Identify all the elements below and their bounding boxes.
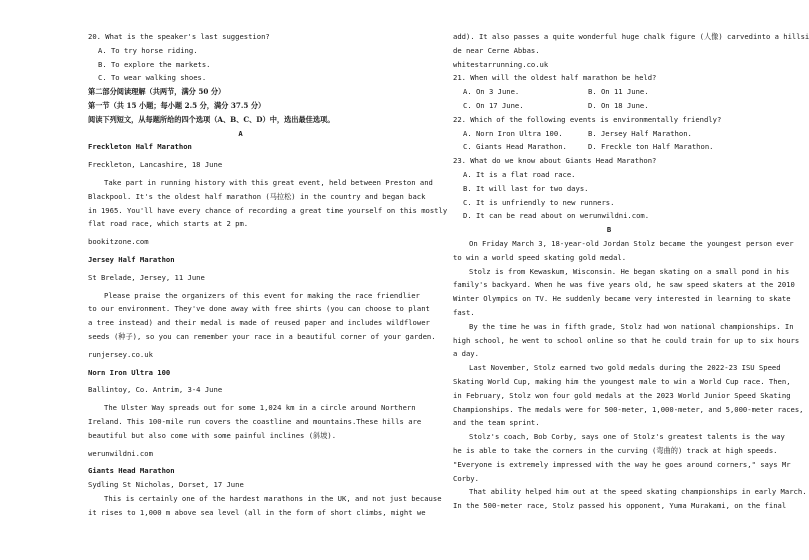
freckleton-website: bookitzone.com xyxy=(88,237,149,247)
question-23-option-d: D. It can be read about on werunwildni.com. xyxy=(463,211,650,221)
instruction: 阅读下列短文，从每题所给的四个选项（A、B、C、D）中，选出最佳选项。 xyxy=(88,114,335,124)
text-line: On Friday March 3, 18-year-old Jordan Stolz became the youngest person ever xyxy=(469,238,794,248)
text-line: By the time he was in fifth grade, Stolz had won national championships. In xyxy=(469,321,794,331)
text-line: beautiful but also come with some painful inclines (斜坡). xyxy=(88,430,337,440)
passage-b-paragraph-3 xyxy=(453,320,800,361)
text-line: The Ulster Way spreads out for some 1,024 km in a circle around Northern xyxy=(104,403,416,413)
question-21-option-d: D. On 18 June. xyxy=(588,100,649,110)
freckleton-title: Freckleton Half Marathon xyxy=(88,142,192,152)
question-20-option-c: C. To wear walking shoes. xyxy=(98,73,207,83)
subsection-heading: 第一节（共 15 小题；每小题 2.5 分，满分 37.5 分） xyxy=(88,100,266,110)
giants-place: Sydling St Nicholas, Dorset, 17 June xyxy=(88,480,244,490)
left-column xyxy=(88,30,448,520)
freckleton-place: Freckleton, Lancashire, 18 June xyxy=(88,160,223,170)
question-22-option-b: B. Jersey Half Marathon. xyxy=(588,128,692,138)
question-21-stem: 21. When will the oldest half marathon be held? xyxy=(453,73,657,83)
text-line: and the team sprint. xyxy=(453,418,540,428)
question-22-option-d: D. Freckle ton Half Marathon. xyxy=(588,142,714,152)
text-line: de near Cerne Abbas. xyxy=(453,45,540,55)
text-line: he is able to take the corners in the curving (弯曲的) track at high speeds. xyxy=(453,445,778,455)
text-line: in 1965. You'll have every chance of recording a great time yourself on this mostly xyxy=(88,205,448,215)
passage-a-label: A xyxy=(238,128,243,138)
text-line: Take part in running history with this great event, held between Preston and xyxy=(104,177,433,187)
text-line: Blackpool. It's the oldest half marathon (马拉松) in the country and began back xyxy=(88,191,426,201)
question-21-option-c: C. On 17 June. xyxy=(463,100,524,110)
text-line: Skating World Cup, making him the youngest male to win a World Cup race. Then, xyxy=(453,376,791,386)
question-21-options-row-2 xyxy=(453,99,765,113)
text-line: Ireland. This 100-mile run covers the coastline and mountains.These hills are xyxy=(88,416,422,426)
text-line: This is certainly one of the hardest marathons in the UK, and not just because xyxy=(104,493,442,503)
text-line: That ability helped him out at the speed skating championships in early March. xyxy=(469,487,807,497)
question-22-option-c: C. Giants Head Marathon. xyxy=(463,142,567,152)
question-20-stem: 20. What is the speaker's last suggestion? xyxy=(88,32,270,41)
passage-b-paragraph-5 xyxy=(453,430,791,485)
text-line: Stolz's coach, Bob Corby, says one of Stolz's greatest talents is the way xyxy=(469,432,785,442)
question-23-stem: 23. What do we know about Giants Head Marathon? xyxy=(453,156,657,166)
passage-b-paragraph-6 xyxy=(453,485,807,513)
question-23-option-c: C. It is unfriendly to new runners. xyxy=(463,197,615,207)
text-line: Championships. The medals were for 500-meter, 1,000-meter, and 5,000-meter races, xyxy=(453,404,804,414)
text-line: it rises to 1,000 m above sea level (all in the form of short climbs, might we xyxy=(88,507,426,517)
text-line: Please praise the organizers of this event for making the race friendlier xyxy=(104,290,420,300)
norn-place: Ballintoy, Co. Antrim, 3-4 June xyxy=(88,385,223,395)
jersey-title: Jersey Half Marathon xyxy=(88,254,175,264)
text-line: a tree instead) and their medal is made of reused paper and includes wildflower xyxy=(88,318,430,328)
text-line: in February, Stolz won four gold medals at the 2023 World Junior Speed Skating xyxy=(453,390,791,400)
question-22-options-row-1 xyxy=(453,127,765,141)
text-line: Last November, Stolz earned two gold medals during the 2022-23 ISU Speed xyxy=(469,363,781,373)
passage-b-paragraph-2 xyxy=(453,265,795,320)
question-23-option-b: B. It will last for two days. xyxy=(463,183,589,193)
right-column xyxy=(453,30,809,513)
question-21-options-row-1 xyxy=(453,85,765,99)
question-20-option-b: B. To explore the markets. xyxy=(98,59,211,69)
jersey-place: St Brelade, Jersey, 11 June xyxy=(88,272,205,282)
question-22-stem: 22. Which of the following events is environmentally friendly? xyxy=(453,114,722,124)
giants-title: Giants Head Marathon xyxy=(88,466,175,476)
question-23-option-a: A. It is a flat road race. xyxy=(463,169,576,179)
text-line: to our environment. They've done away with free shirts (you can choose to plant xyxy=(88,304,430,314)
giants-description xyxy=(88,492,442,520)
text-line: Winter Olympics on TV. He suddenly became very interested in learning to skate xyxy=(453,294,791,304)
text-line: "Everyone is extremely impressed with the way he goes around corners," says Mr xyxy=(453,459,791,469)
norn-title: Norn Iron Ultra 100 xyxy=(88,367,171,377)
jersey-description xyxy=(88,289,436,344)
question-21-option-a: A. On 3 June. xyxy=(463,87,520,97)
giants-website: whitestarrunning.co.uk xyxy=(453,59,549,69)
text-line: flat road race, which starts at 2 pm. xyxy=(88,219,249,229)
passage-b-paragraph-4 xyxy=(453,361,804,430)
giants-description-continued xyxy=(453,30,809,58)
text-line: seeds (种子), so you can remember your race in a beautiful corner of your garden. xyxy=(88,331,436,341)
passage-b-label: B xyxy=(606,225,612,235)
text-line: Corby. xyxy=(453,473,479,483)
text-line: In the 500-meter race, Stolz passed his opponent, Yuma Murakami, on the final xyxy=(453,501,787,511)
freckleton-description xyxy=(88,176,448,231)
norn-website: werunwildni.com xyxy=(88,448,153,458)
passage-b-paragraph-1 xyxy=(453,237,794,265)
text-line: high school, he went to school online so that he could train for up to six hours xyxy=(453,335,800,345)
question-22-options-row-2 xyxy=(453,140,765,154)
text-line: family's backyard. When he was five years old, he saw speed skaters at the 2010 xyxy=(453,280,795,290)
text-line: fast. xyxy=(453,307,475,317)
norn-description xyxy=(88,401,422,442)
section-heading: 第二部分阅读理解（共两节，满分 50 分） xyxy=(88,87,226,97)
text-line: to win a world speed skating gold medal. xyxy=(453,252,627,262)
text-line: add). It also passes a quite wonderful huge chalk figure (人像) carvedinto a hillsi xyxy=(453,32,809,41)
text-line: Stolz is from Kewaskum, Wisconsin. He began skating on a small pond in his xyxy=(469,266,790,276)
question-21-option-b: B. On 11 June. xyxy=(588,87,649,97)
question-22-option-a: A. Norn Iron Ultra 100. xyxy=(463,128,563,138)
text-line: a day. xyxy=(453,349,479,359)
jersey-website: runjersey.co.uk xyxy=(88,349,153,359)
question-20-option-a: A. To try horse riding. xyxy=(98,45,198,55)
